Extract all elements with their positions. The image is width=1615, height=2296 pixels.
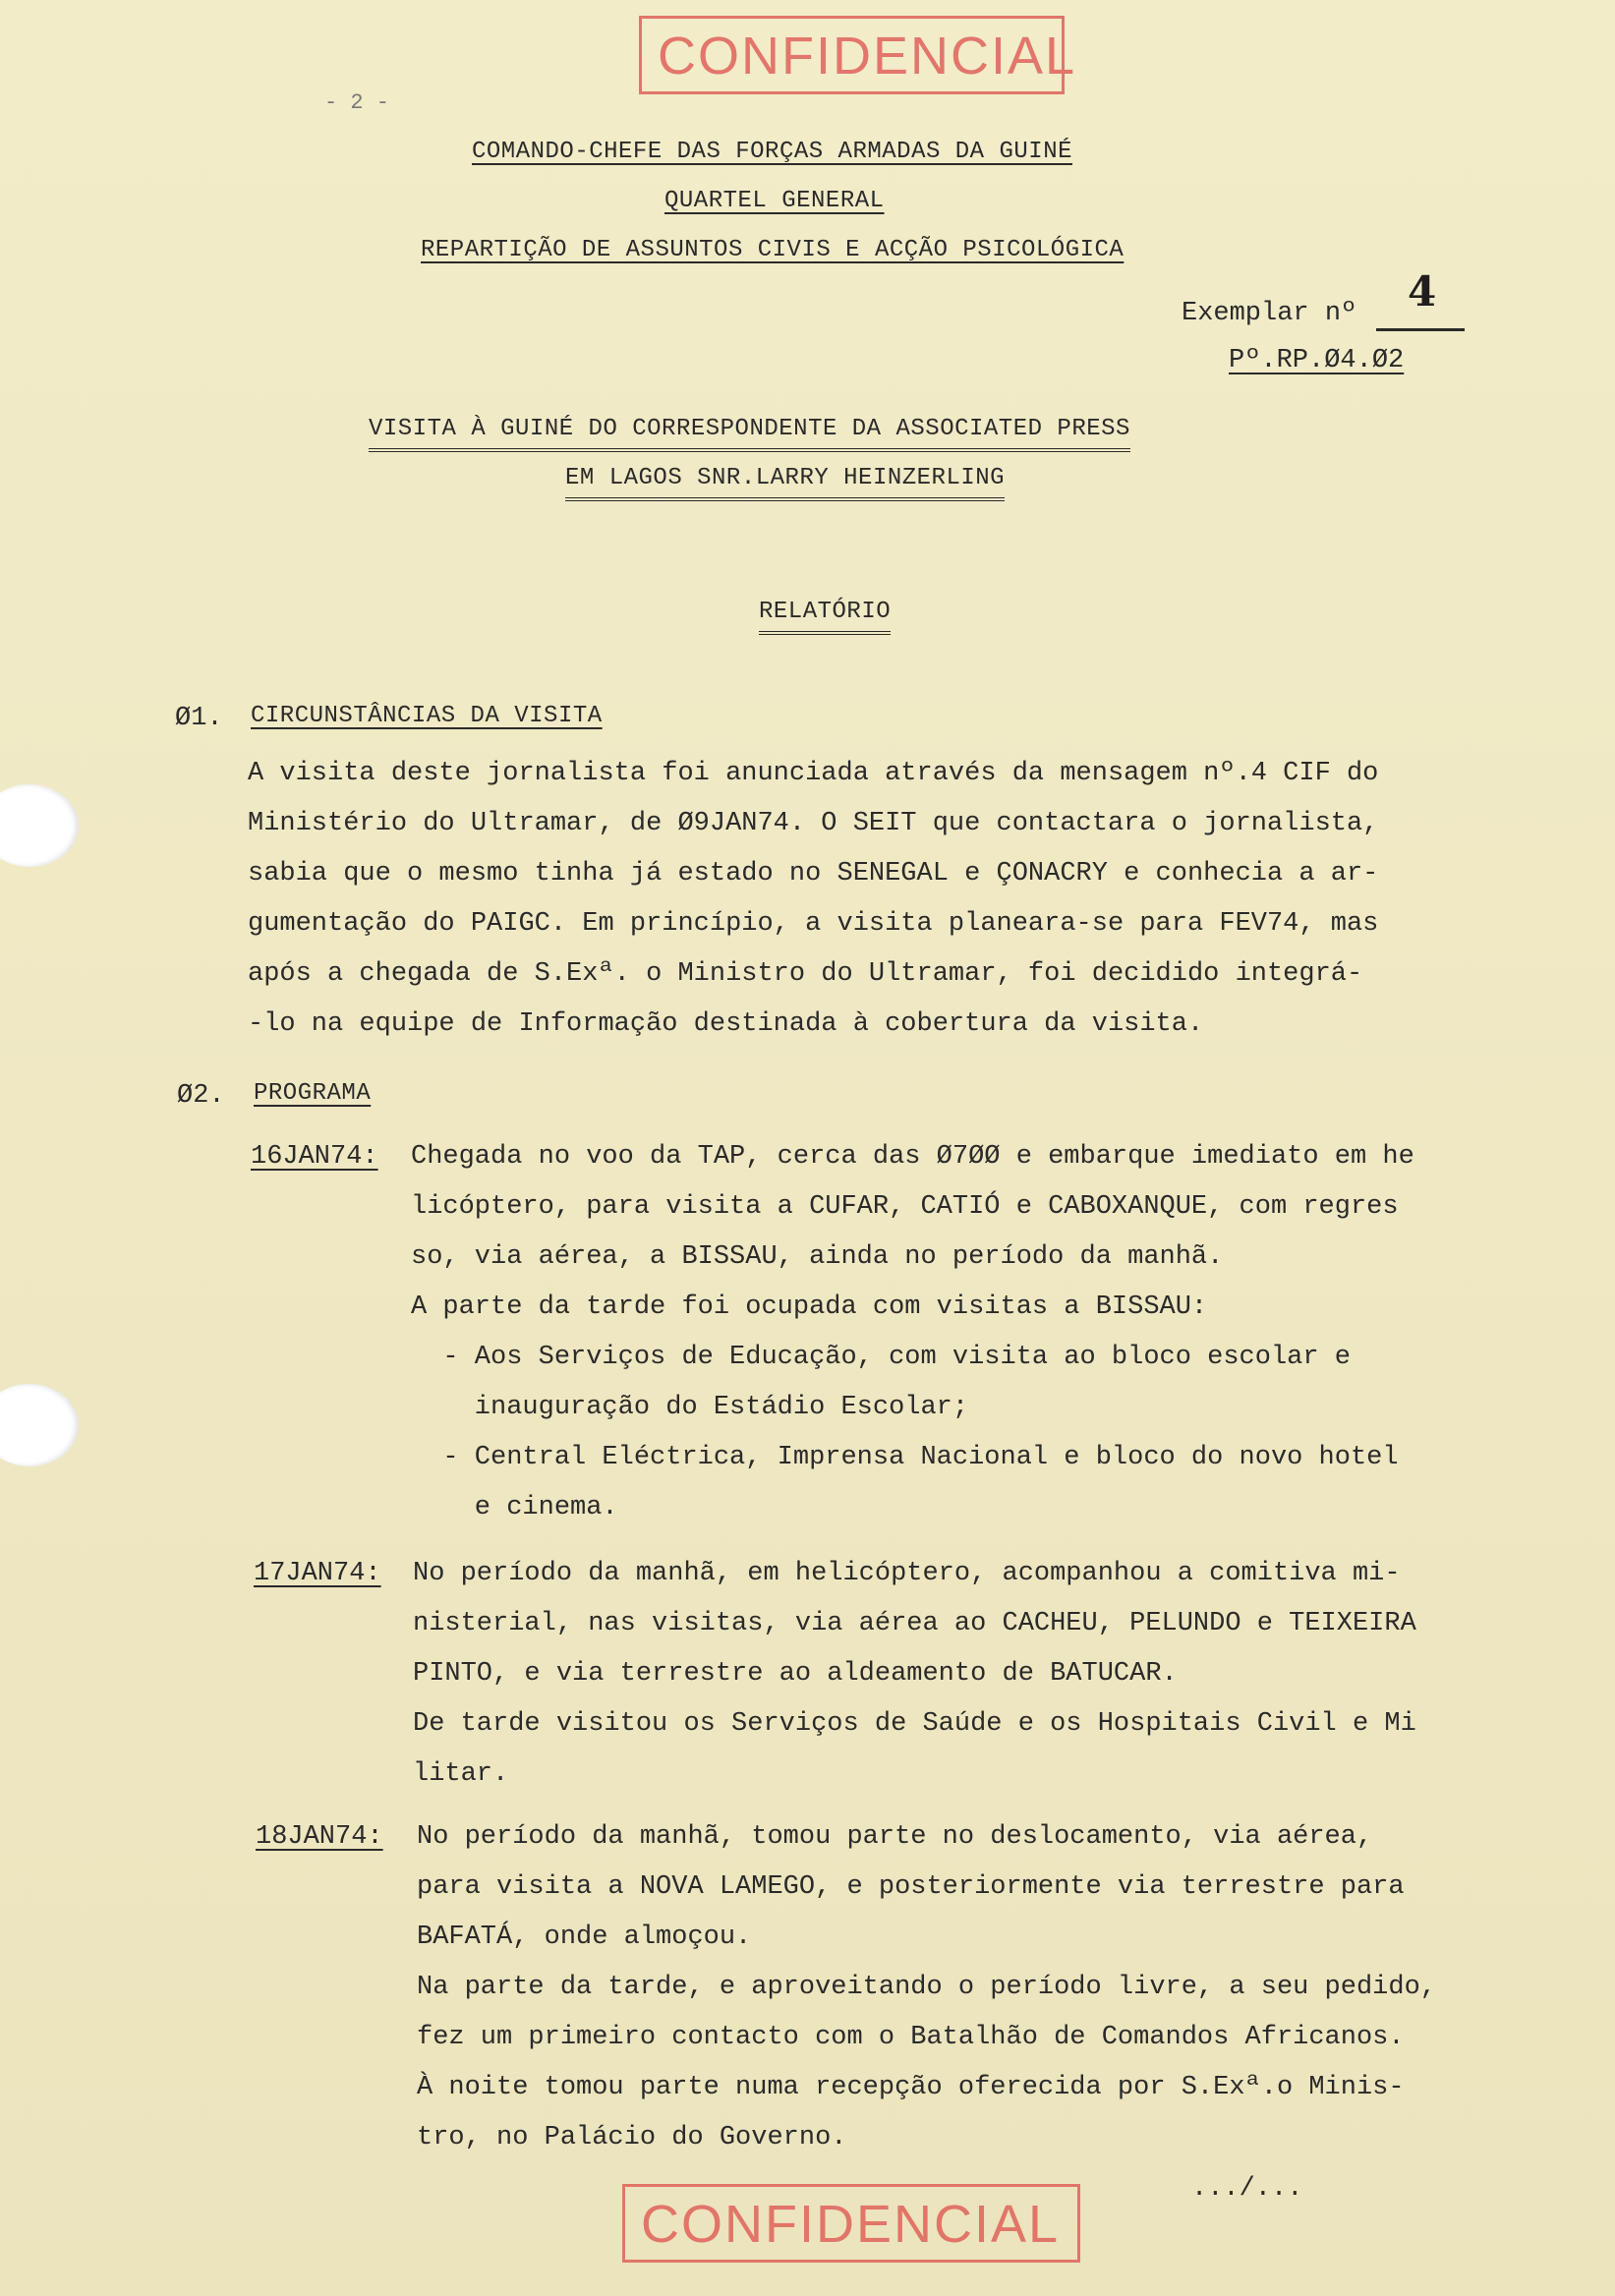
section1-heading: CIRCUNSTÂNCIAS DA VISITA	[251, 703, 603, 729]
program-line: para visita a NOVA LAMEGO, e posteriormente via terrestre para	[417, 1872, 1405, 1902]
page-number: - 2 -	[324, 90, 390, 115]
program-line: BAFATÁ, onde almoçou.	[417, 1923, 752, 1952]
punch-hole-upper	[0, 784, 79, 867]
program-line: No período da manhã, em helicóptero, acompanhou a comitiva mi-	[413, 1559, 1401, 1588]
header-department: REPARTIÇÃO DE ASSUNTOS CIVIS E ACÇÃO PSICOLÓGICA	[421, 237, 1125, 263]
section2-number: Ø2.	[177, 1081, 225, 1111]
program-line: inauguração do Estádio Escolar;	[411, 1393, 969, 1422]
program-line: A parte da tarde foi ocupada com visitas a BISSAU:	[411, 1292, 1208, 1322]
exemplar-number: 4	[1408, 267, 1437, 316]
punch-hole-lower	[0, 1384, 79, 1466]
exemplar-number-rule	[1376, 328, 1465, 331]
program-line: À noite tomou parte numa recepção oferecida por S.Exª.o Minis-	[417, 2073, 1405, 2102]
report-label: RELATÓRIO	[759, 596, 891, 635]
program-line: so, via aérea, a BISSAU, ainda no período da manhã.	[411, 1242, 1224, 1272]
program-line: PINTO, e via terrestre ao aldeamento de BATUCAR.	[413, 1659, 1178, 1689]
section1-line: Ministério do Ultramar, de Ø9JAN74. O SEIT que contactara o jornalista,	[248, 809, 1379, 838]
program-line: e cinema.	[411, 1493, 618, 1522]
program-line: fez um primeiro contacto com o Batalhão de Comandos Africanos.	[417, 2023, 1405, 2052]
section1-line: sabia que o mesmo tinha já estado no SENEGAL e ÇONACRY e conhecia a ar-	[248, 859, 1379, 889]
report-title-line2: EM LAGOS SNR.LARRY HEINZERLING	[565, 462, 1005, 501]
section1-line: após a chegada de S.Exª. o Ministro do Ultramar, foi decidido integrá-	[248, 959, 1363, 989]
program-line: De tarde visitou os Serviços de Saúde e os Hospitais Civil e Mi	[413, 1709, 1416, 1739]
program-line: - Central Eléctrica, Imprensa Nacional e bloco do novo hotel	[411, 1443, 1399, 1472]
program-line: tro, no Palácio do Governo.	[417, 2123, 847, 2152]
section2-heading: PROGRAMA	[254, 1080, 372, 1107]
exemplar-label: Exemplar nº	[1182, 299, 1357, 328]
program-line: litar.	[413, 1759, 509, 1789]
confidential-stamp-bottom: CONFIDENCIAL	[622, 2184, 1080, 2263]
program-line: No período da manhã, tomou parte no deslocamento, via aérea,	[417, 1822, 1373, 1852]
section1-line: A visita deste jornalista foi anunciada através da mensagem nº.4 CIF do	[248, 759, 1379, 788]
section1-line: -lo na equipe de Informação destinada à cobertura da visita.	[248, 1009, 1204, 1039]
program-line: Na parte da tarde, e aproveitando o período livre, a seu pedido,	[417, 1973, 1436, 2002]
section1-number: Ø1.	[175, 704, 223, 733]
continuation-mark: .../...	[1191, 2174, 1303, 2204]
section1-line: gumentação do PAIGC. Em princípio, a visita planeara-se para FEV74, mas	[248, 909, 1379, 939]
program-date: 17JAN74:	[254, 1559, 381, 1588]
program-date: 18JAN74:	[256, 1822, 383, 1852]
program-line: nisterial, nas visitas, via aérea ao CACHEU, PELUNDO e TEIXEIRA	[413, 1609, 1416, 1638]
program-line: - Aos Serviços de Educação, com visita ao bloco escolar e	[411, 1343, 1351, 1372]
header-hq: QUARTEL GENERAL	[664, 188, 885, 214]
report-title-line1: VISITA À GUINÉ DO CORRESPONDENTE DA ASSOCIATED PRESS	[369, 413, 1130, 452]
program-date: 16JAN74:	[251, 1142, 378, 1172]
header-command: COMANDO-CHEFE DAS FORÇAS ARMADAS DA GUINÉ	[472, 139, 1072, 165]
confidential-stamp-top: CONFIDENCIAL	[639, 16, 1065, 94]
reference-code: Pº.RP.Ø4.Ø2	[1229, 346, 1405, 375]
program-line: licóptero, para visita a CUFAR, CATIÓ e CABOXANQUE, com regres	[411, 1192, 1399, 1222]
program-line: Chegada no voo da TAP, cerca das Ø7ØØ e embarque imediato em he	[411, 1142, 1414, 1172]
